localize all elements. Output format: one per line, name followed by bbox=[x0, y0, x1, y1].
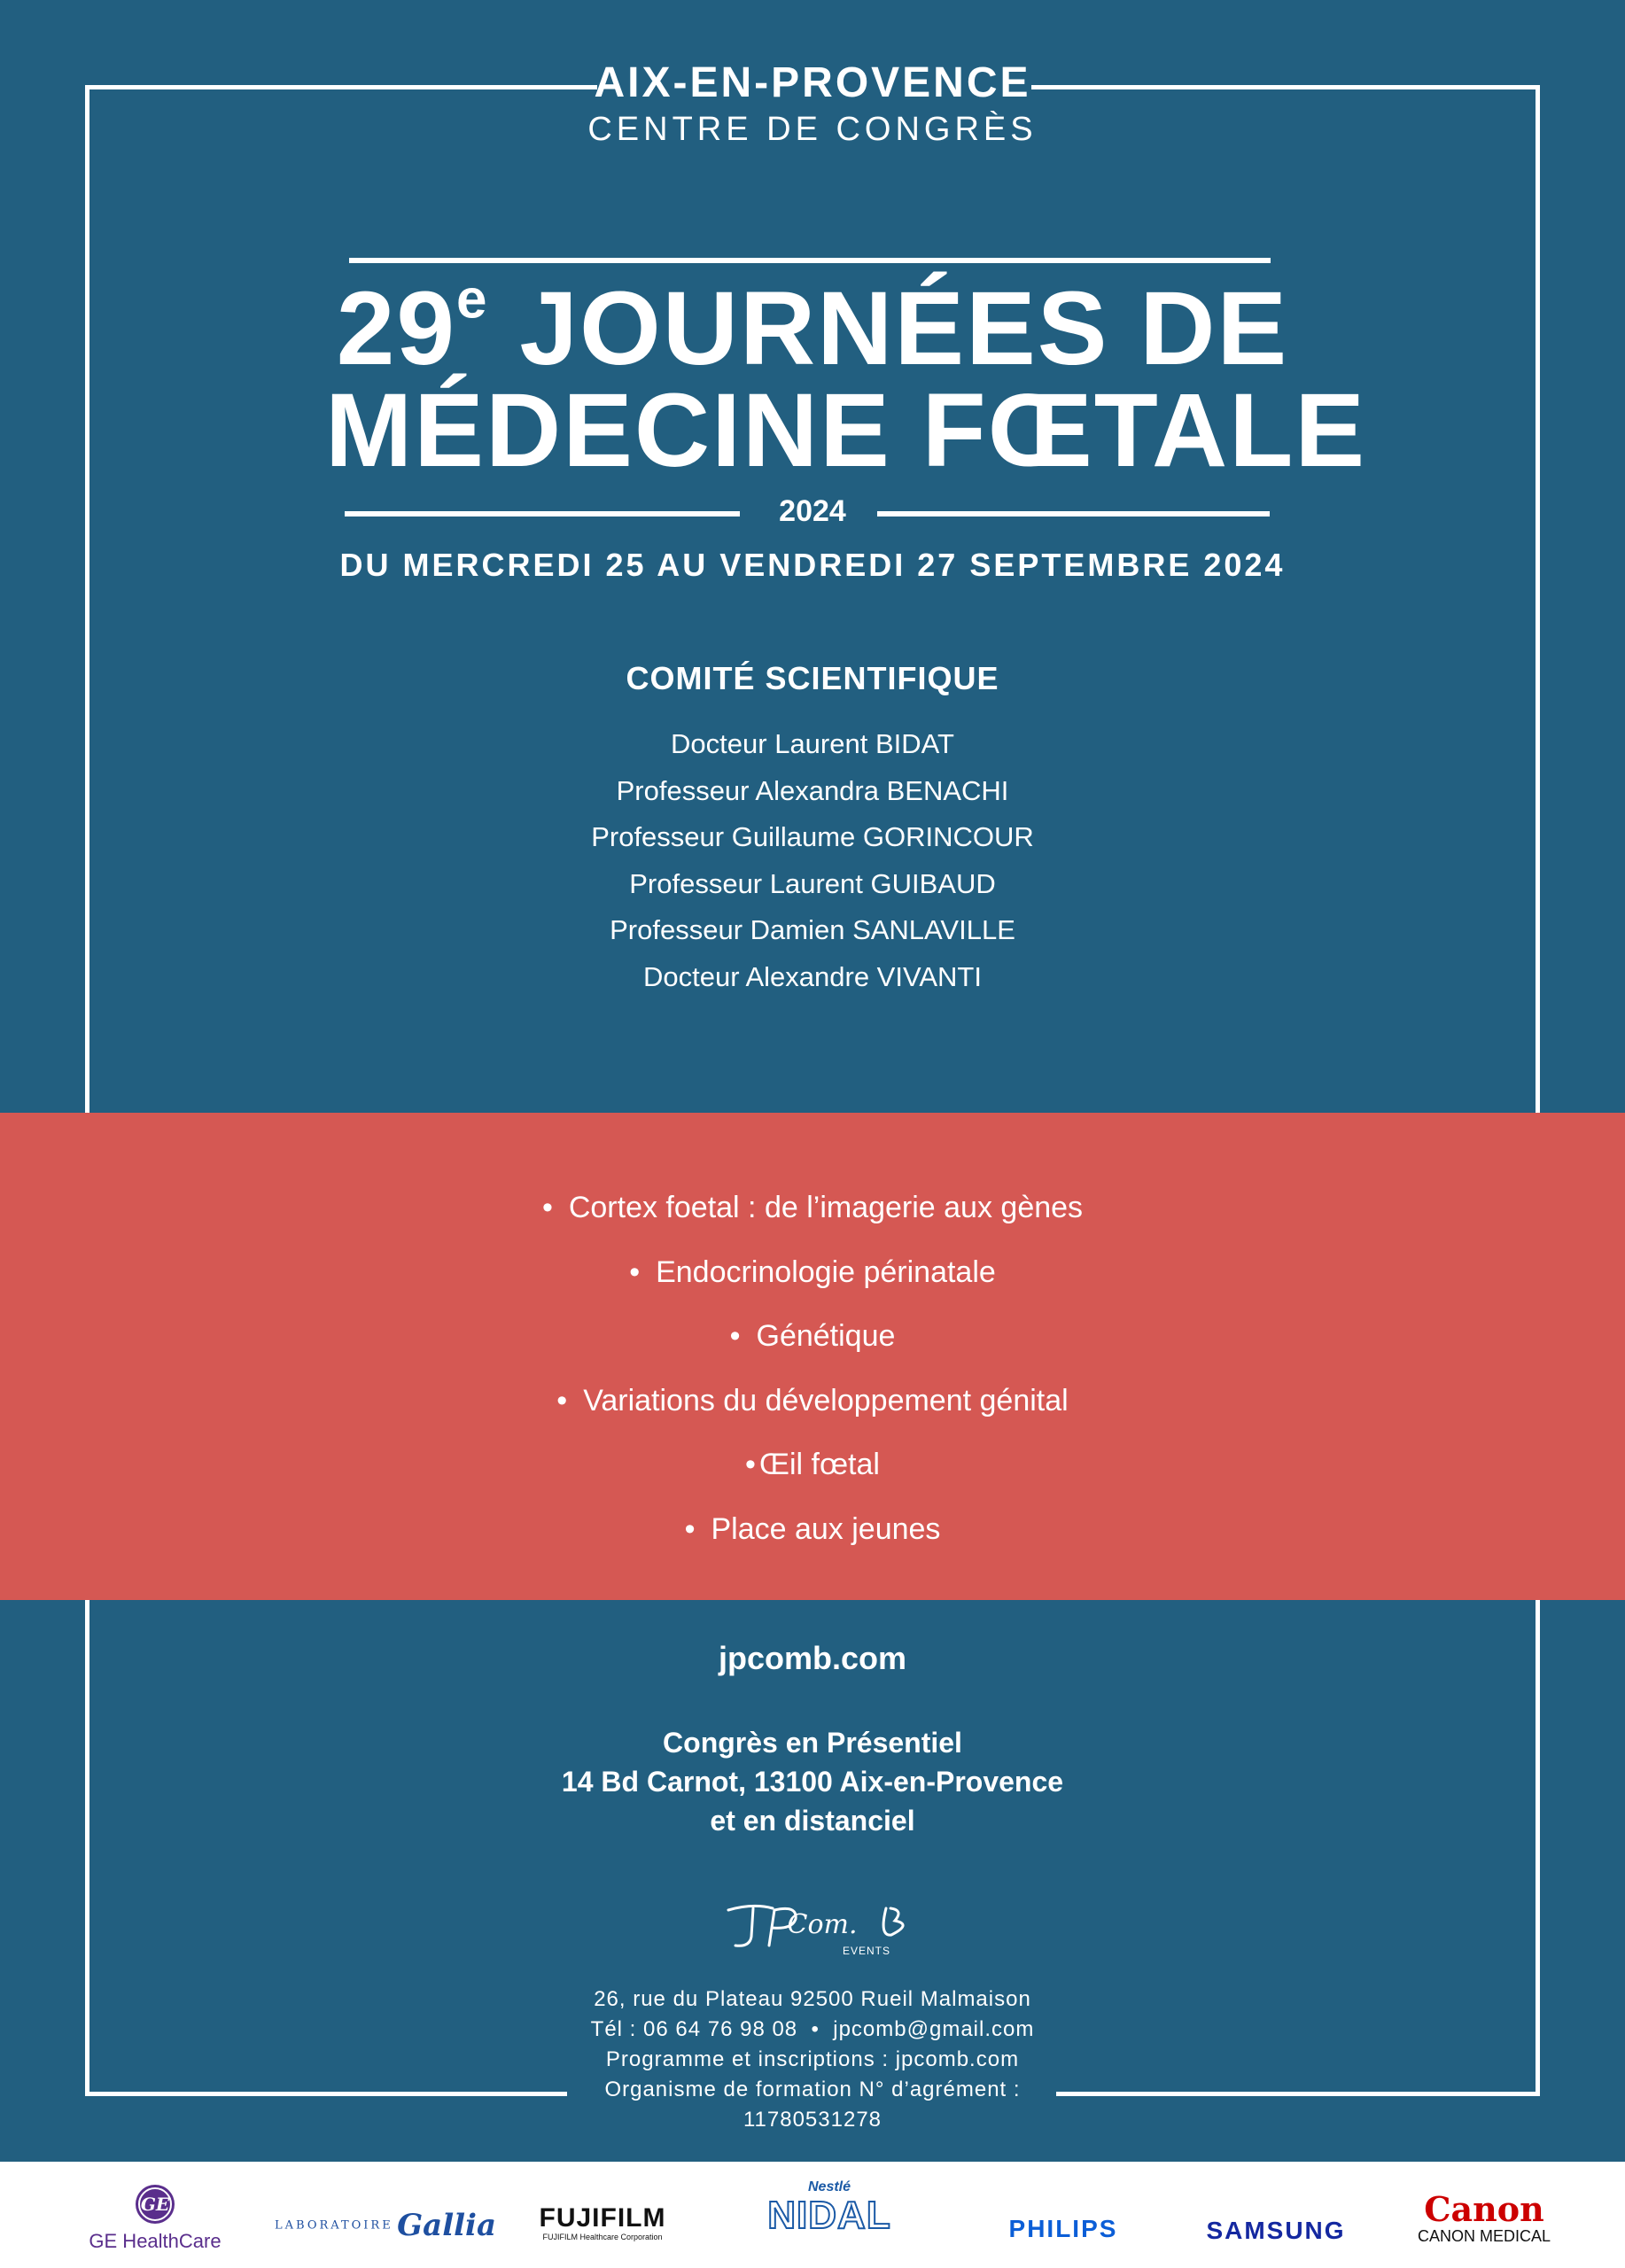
topics-list bbox=[281, 1176, 1344, 1561]
bullet: • bbox=[684, 1511, 696, 1546]
accreditation-number: 11780531278 bbox=[743, 2108, 882, 2132]
fujifilm-subtitle: FUJIFILM Healthcare Corporation bbox=[542, 2233, 663, 2241]
committee-member: Professeur Alexandra BENACHI bbox=[616, 774, 1009, 806]
committee-member: Docteur Alexandre VIVANTI bbox=[643, 960, 982, 992]
attendance-mode: Congrès en Présentiel bbox=[663, 1727, 962, 1759]
nidal-label: NIDAL bbox=[767, 2194, 891, 2237]
edition-suffix: e bbox=[456, 268, 489, 330]
gallia-logo bbox=[275, 2208, 496, 2243]
jpcomb-logo bbox=[718, 1896, 913, 1967]
ge-healthcare-logo bbox=[80, 2183, 230, 2253]
canon-name: Canon bbox=[1424, 2189, 1544, 2229]
committee-heading: COMITÉ SCIENTIFIQUE bbox=[626, 660, 999, 696]
topic-label: Variations du développement génital bbox=[583, 1383, 1069, 1418]
event-title-line-2: MÉDECINE FŒTALE bbox=[325, 372, 1367, 489]
venue-address: 14 Bd Carnot, 13100 Aix-en-Provence bbox=[561, 1766, 1064, 1798]
gallia-name: Gallia bbox=[397, 2208, 496, 2243]
venue-name: CENTRE DE CONGRÈS bbox=[587, 111, 1038, 148]
jpcomb-logo-sub: EVENTS bbox=[842, 1945, 891, 1957]
topic-label: Cortex foetal : de l’imagerie aux gènes bbox=[568, 1191, 1084, 1224]
committee-list bbox=[414, 721, 1211, 1000]
topic-item bbox=[281, 1497, 1344, 1562]
event-year: 2024 bbox=[779, 494, 846, 528]
topic-item bbox=[281, 1369, 1344, 1433]
bullet: • bbox=[556, 1383, 568, 1418]
organizer-email[interactable]: jpcomb@gmail.com bbox=[833, 2017, 1035, 2041]
bullet: • bbox=[541, 1191, 553, 1224]
event-title-rest: JOURNÉES DE bbox=[488, 270, 1289, 387]
event-title-line-1 bbox=[325, 268, 1300, 387]
samsung-logo: SAMSUNG bbox=[1206, 2217, 1346, 2244]
organizer-address: 26, rue du Plateau 92500 Rueil Malmaison bbox=[594, 1987, 1031, 2011]
city-name: AIX-EN-PROVENCE bbox=[594, 59, 1031, 106]
edition-number: 29 bbox=[336, 270, 457, 387]
title-bottom-rule-right bbox=[877, 511, 1270, 517]
bullet: • bbox=[729, 1319, 741, 1353]
committee-member: Docteur Laurent BIDAT bbox=[671, 728, 954, 759]
bullet: • bbox=[745, 1448, 756, 1481]
organizer-phone: Tél : 06 64 76 98 08 bbox=[590, 2017, 798, 2041]
organizer-info bbox=[502, 1984, 1123, 2135]
bullet: • bbox=[629, 1254, 641, 1289]
sponsor-strip bbox=[0, 2162, 1625, 2268]
remote-mode: et en distanciel bbox=[710, 1805, 915, 1837]
topic-label: Œil fœtal bbox=[758, 1448, 880, 1481]
registration-info: Programme et inscriptions : jpcomb.com bbox=[605, 2047, 1020, 2071]
committee-member: Professeur Laurent GUIBAUD bbox=[629, 867, 996, 899]
committee-member: Professeur Guillaume GORINCOUR bbox=[591, 821, 1034, 852]
ge-healthcare-label: GE HealthCare bbox=[89, 2230, 222, 2252]
event-dates: DU MERCREDI 25 AU VENDREDI 27 SEPTEMBRE 2024 bbox=[339, 547, 1286, 583]
jpcomb-logo-text: Com. bbox=[787, 1909, 858, 1940]
topic-label: Génétique bbox=[756, 1319, 896, 1353]
canon-medical-logo bbox=[1400, 2189, 1568, 2246]
topic-label: Endocrinologie périnatale bbox=[656, 1254, 996, 1289]
website-link[interactable]: jpcomb.com bbox=[718, 1640, 907, 1676]
topic-item bbox=[281, 1304, 1344, 1369]
nestle-label: Nestlé bbox=[807, 2179, 851, 2194]
organizer-contact bbox=[502, 2015, 1123, 2045]
svg-text:GE: GE bbox=[140, 2194, 170, 2215]
topic-label: Place aux jeunes bbox=[711, 1511, 941, 1546]
accreditation-label: Organisme de formation N° d’agrément : bbox=[604, 2078, 1021, 2101]
title-bottom-rule-left bbox=[345, 511, 740, 517]
venue-info bbox=[458, 1723, 1167, 1840]
fujifilm-logo bbox=[523, 2204, 682, 2241]
committee-member: Professeur Damien SANLAVILLE bbox=[610, 914, 1015, 945]
topic-item bbox=[281, 1240, 1344, 1305]
topic-item bbox=[281, 1433, 1344, 1497]
fujifilm-name: FUJIFILM bbox=[539, 2203, 666, 2233]
topic-item bbox=[281, 1176, 1344, 1240]
ge-monogram-icon bbox=[134, 2183, 176, 2225]
nidal-logo bbox=[767, 2179, 891, 2236]
contact-separator: • bbox=[811, 2017, 820, 2041]
philips-logo: PHILIPS bbox=[1008, 2215, 1118, 2242]
canon-subtitle: CANON MEDICAL bbox=[1417, 2227, 1551, 2245]
title-top-rule bbox=[349, 258, 1271, 263]
gallia-prefix: LABORATOIRE bbox=[275, 2218, 393, 2233]
